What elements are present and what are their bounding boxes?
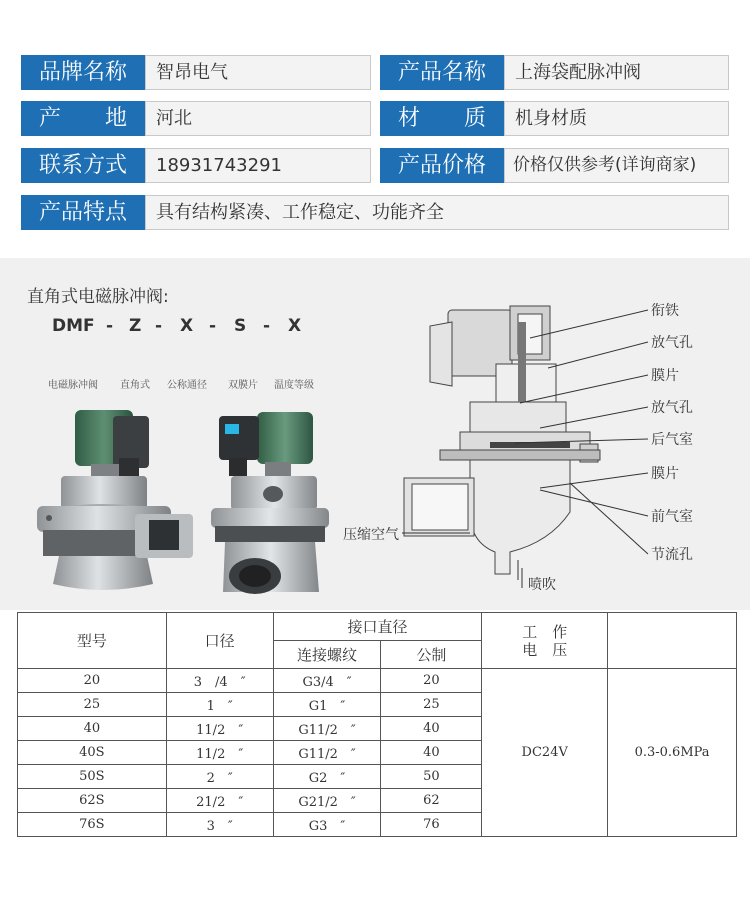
feature-value: 具有结构紧凑、工作稳定、功能齐全	[145, 195, 729, 230]
diagram-label-vent-1: 放气孔	[651, 335, 693, 351]
model-desc: 公称通径	[167, 380, 207, 391]
model-code-dash: -	[263, 316, 271, 336]
cell-thread: G3/4 ″	[273, 669, 381, 693]
diagram-label-armature: 衔铁	[651, 303, 679, 319]
brand-label: 品牌名称	[21, 55, 145, 90]
cell-thread: G1 ″	[273, 693, 381, 717]
origin-label-part1: 产	[39, 106, 62, 131]
cell-bore: 1 ″	[166, 693, 273, 717]
cell-thread: G2 ″	[273, 765, 381, 789]
cell-model: 25	[18, 693, 167, 717]
material-value: 机身材质	[504, 101, 729, 136]
model-desc: 电磁脉冲阀	[48, 380, 98, 391]
model-code-dash: -	[155, 316, 163, 336]
contact-label: 联系方式	[21, 148, 145, 183]
model-desc: 温度等级	[274, 380, 314, 391]
cell-model: 76S	[18, 813, 167, 837]
info-row-brand	[21, 55, 371, 90]
cell-metric: 20	[381, 669, 482, 693]
cell-metric: 50	[381, 765, 482, 789]
cell-model: 62S	[18, 789, 167, 813]
cell-thread: G3 ″	[273, 813, 381, 837]
header-work-voltage	[482, 613, 608, 669]
contact-value: 18931743291	[145, 148, 371, 183]
diagram-label-rear-chamber: 后气室	[651, 432, 693, 448]
diagram-label-inlet: 压缩空气	[343, 527, 399, 543]
diagram-label-vent-2: 放气孔	[651, 400, 693, 416]
diagram-label-orifice: 节流孔	[651, 547, 693, 563]
cell-thread: G11/2 ″	[273, 741, 381, 765]
material-label	[380, 101, 504, 136]
cell-bore: 3 ″	[166, 813, 273, 837]
cell-model: 40S	[18, 741, 167, 765]
diagram-label-front-chamber: 前气室	[651, 509, 693, 525]
model-desc: 直角式	[120, 380, 150, 391]
model-code-part: Z	[129, 316, 142, 336]
diagram-label-diaphragm-1: 膜片	[651, 368, 679, 384]
header-metric: 公制	[381, 641, 482, 669]
cell-bore: 21/2 ″	[166, 789, 273, 813]
cell-model: 20	[18, 669, 167, 693]
diagram-label-outlet: 喷吹	[528, 577, 556, 593]
model-code-part: DMF	[52, 316, 95, 336]
header-work-line1: 工 作	[522, 622, 568, 641]
cell-metric: 40	[381, 717, 482, 741]
cell-voltage: DC24V	[482, 669, 608, 837]
table-row	[18, 669, 737, 693]
header-empty	[608, 613, 737, 669]
header-model: 型号	[18, 613, 167, 669]
cell-metric: 62	[381, 789, 482, 813]
cell-bore: 3 /4 ″	[166, 669, 273, 693]
material-label-part1: 材	[398, 106, 421, 131]
header-bore: 口径	[166, 613, 273, 669]
diagram-label-diaphragm-2: 膜片	[651, 466, 679, 482]
model-code-part: X	[180, 316, 194, 336]
origin-label	[21, 101, 145, 136]
cell-bore: 2 ″	[166, 765, 273, 789]
origin-value: 河北	[145, 101, 371, 136]
header-port: 接口直径	[273, 613, 482, 641]
cell-thread: G21/2 ″	[273, 789, 381, 813]
cell-metric: 25	[381, 693, 482, 717]
info-row-material	[380, 101, 729, 136]
info-row-origin	[21, 101, 371, 136]
material-label-part2: 质	[463, 106, 486, 131]
info-row-price	[380, 148, 729, 183]
cell-bore: 11/2 ″	[166, 741, 273, 765]
product-structure-section	[0, 258, 750, 610]
info-row-feature	[21, 195, 729, 230]
feature-label: 产品特点	[21, 195, 145, 230]
cell-model: 50S	[18, 765, 167, 789]
model-code-part: X	[288, 316, 302, 336]
price-label: 产品价格	[380, 148, 504, 183]
diagram-leader-lines	[0, 258, 750, 610]
section-title: 直角式电磁脉冲阀:	[27, 287, 169, 307]
product-value: 上海袋配脉冲阀	[504, 55, 729, 90]
brand-value: 智昂电气	[145, 55, 371, 90]
cell-metric: 40	[381, 741, 482, 765]
cell-pressure: 0.3-0.6MPa	[608, 669, 737, 837]
model-code-dash: -	[209, 316, 217, 336]
cell-thread: G11/2 ″	[273, 717, 381, 741]
model-code-dash: -	[106, 316, 114, 336]
info-row-contact	[21, 148, 371, 183]
product-info-panel	[0, 0, 750, 258]
header-thread: 连接螺纹	[273, 641, 381, 669]
cell-model: 40	[18, 717, 167, 741]
info-row-product	[380, 55, 729, 90]
spec-table	[17, 612, 737, 837]
price-value: 价格仅供参考(详询商家)	[504, 148, 729, 183]
cell-bore: 11/2 ″	[166, 717, 273, 741]
header-work-line2: 电 压	[522, 640, 568, 659]
model-code-part: S	[234, 316, 247, 336]
cell-metric: 76	[381, 813, 482, 837]
origin-label-part2: 地	[104, 106, 127, 131]
product-label: 产品名称	[380, 55, 504, 90]
model-desc: 双膜片	[228, 380, 258, 391]
